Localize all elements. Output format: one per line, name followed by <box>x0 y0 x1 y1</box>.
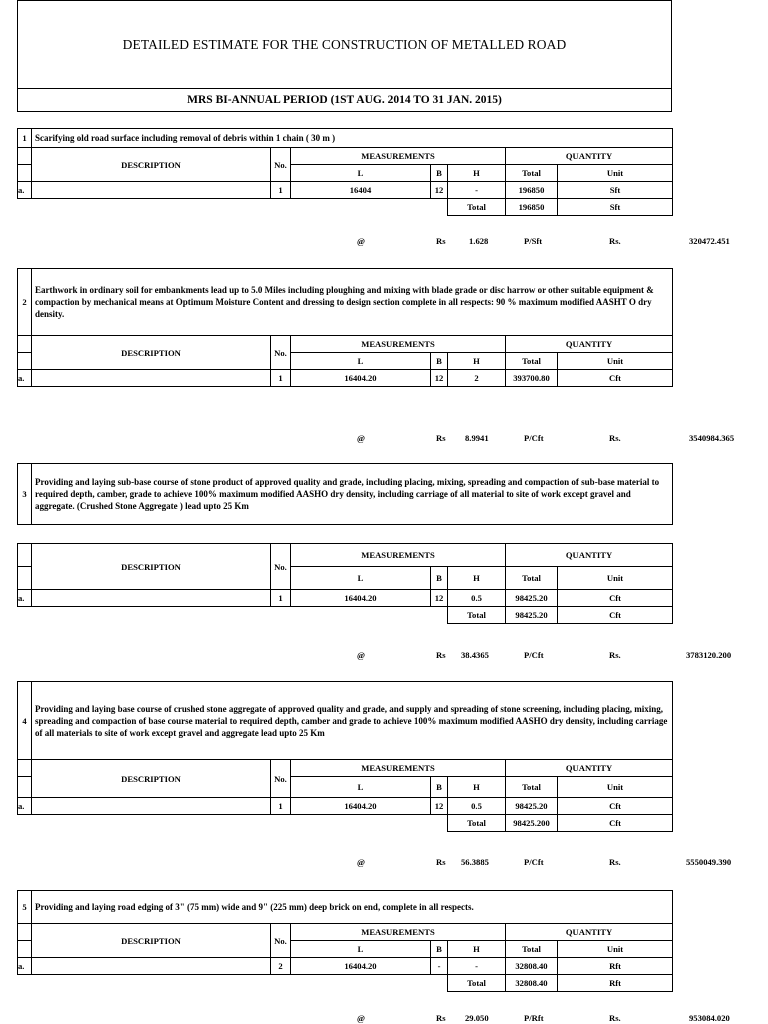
measurements-header: MEASUREMENTS <box>291 760 506 777</box>
b-header: B <box>431 777 448 798</box>
unit-header: Unit <box>558 567 673 590</box>
estimate-title: DETAILED ESTIMATE FOR THE CONSTRUCTION OF METALLED ROAD <box>17 0 672 89</box>
total-label: Total <box>448 975 506 992</box>
unit-header: Unit <box>558 165 673 182</box>
item-number: 1 <box>18 129 32 148</box>
total-unit: Cft <box>558 815 673 832</box>
row-label: a. <box>18 798 32 815</box>
total-label: Total <box>448 815 506 832</box>
quantity-header: QUANTITY <box>506 544 673 567</box>
description-header: DESCRIPTION <box>32 924 271 958</box>
row-h: 0.5 <box>448 798 506 815</box>
total-header: Total <box>506 353 558 370</box>
row-total: 98425.20 <box>506 590 558 607</box>
rate-value: 56.3885 <box>461 857 489 867</box>
quantity-header: QUANTITY <box>506 924 673 941</box>
rate-rs: Rs <box>436 650 446 660</box>
no-header: No. <box>271 544 291 590</box>
row-no: 1 <box>271 182 291 199</box>
item-number: 4 <box>18 682 32 760</box>
rate-rs: Rs <box>436 1013 446 1023</box>
item-1-table <box>17 128 673 216</box>
row-h: - <box>448 958 506 975</box>
no-header: No. <box>271 924 291 958</box>
row-l: 16404.20 <box>291 370 431 387</box>
row-h: 0.5 <box>448 590 506 607</box>
unit-header: Unit <box>558 941 673 958</box>
description-header: DESCRIPTION <box>32 544 271 590</box>
rate-rs2: Rs. <box>609 1013 621 1023</box>
row-unit: Cft <box>558 798 673 815</box>
rate-rs: Rs <box>436 236 446 246</box>
total-label: Total <box>448 607 506 624</box>
rate-at: @ <box>357 236 365 246</box>
l-header: L <box>291 165 431 182</box>
total-header: Total <box>506 567 558 590</box>
b-header: B <box>431 353 448 370</box>
description-header: DESCRIPTION <box>32 760 271 798</box>
row-label: a. <box>18 590 32 607</box>
unit-header: Unit <box>558 777 673 798</box>
total-unit: Sft <box>558 199 673 216</box>
item-4-table <box>17 681 673 832</box>
measurements-header: MEASUREMENTS <box>291 148 506 165</box>
rate-amount: 5550049.390 <box>686 857 732 867</box>
quantity-header: QUANTITY <box>506 148 673 165</box>
total-value: 196850 <box>506 199 558 216</box>
row-total: 393700.80 <box>506 370 558 387</box>
item-number: 5 <box>18 891 32 924</box>
row-label: a. <box>18 370 32 387</box>
rate-per: P/Rft <box>524 1013 544 1023</box>
rate-at: @ <box>357 650 365 660</box>
l-header: L <box>291 353 431 370</box>
rate-rs: Rs <box>436 433 446 443</box>
row-no: 2 <box>271 958 291 975</box>
rate-value: 29.050 <box>465 1013 489 1023</box>
quantity-header: QUANTITY <box>506 336 673 353</box>
row-no: 1 <box>271 590 291 607</box>
h-header: H <box>448 567 506 590</box>
item-description: Providing and laying road edging of 3" (75 mm) wide and 9" (225 mm) deep brick on end, complete in all respects. <box>32 891 673 924</box>
item-3-header-table <box>17 463 673 525</box>
total-label: Total <box>448 199 506 216</box>
rate-amount: 320472.451 <box>689 236 730 246</box>
total-value: 98425.200 <box>506 815 558 832</box>
total-header: Total <box>506 165 558 182</box>
rate-rs2: Rs. <box>609 650 621 660</box>
rate-at: @ <box>357 857 365 867</box>
row-unit: Sft <box>558 182 673 199</box>
row-l: 16404.20 <box>291 958 431 975</box>
rate-rs2: Rs. <box>609 857 621 867</box>
rate-at: @ <box>357 1013 365 1023</box>
rate-per: P/Cft <box>524 650 544 660</box>
row-b: - <box>431 958 448 975</box>
row-no: 1 <box>271 798 291 815</box>
rate-value: 8.9941 <box>465 433 489 443</box>
description-header: DESCRIPTION <box>32 336 271 370</box>
row-total: 196850 <box>506 182 558 199</box>
row-b: 12 <box>431 370 448 387</box>
total-unit: Cft <box>558 607 673 624</box>
rate-per: P/Cft <box>524 857 544 867</box>
h-header: H <box>448 941 506 958</box>
description-header: DESCRIPTION <box>32 148 271 182</box>
rate-amount: 3783120.200 <box>686 650 732 660</box>
rate-rs2: Rs. <box>609 433 621 443</box>
total-value: 32808.40 <box>506 975 558 992</box>
unit-header: Unit <box>558 353 673 370</box>
row-total: 98425.20 <box>506 798 558 815</box>
no-header: No. <box>271 148 291 182</box>
rate-amount: 3540984.365 <box>689 433 735 443</box>
row-total: 32808.40 <box>506 958 558 975</box>
total-unit: Rft <box>558 975 673 992</box>
l-header: L <box>291 941 431 958</box>
item-number: 2 <box>18 269 32 336</box>
item-5-table <box>17 890 673 992</box>
row-unit: Rft <box>558 958 673 975</box>
quantity-header: QUANTITY <box>506 760 673 777</box>
rate-per: P/Sft <box>524 236 543 246</box>
measurements-header: MEASUREMENTS <box>291 336 506 353</box>
row-l: 16404 <box>291 182 431 199</box>
row-label: a. <box>18 958 32 975</box>
item-3-table <box>17 543 673 624</box>
period-title: MRS BI-ANNUAL PERIOD (1ST AUG. 2014 TO 31 JAN. 2015) <box>17 89 672 112</box>
row-no: 1 <box>271 370 291 387</box>
row-unit: Cft <box>558 590 673 607</box>
rate-value: 38.4365 <box>461 650 489 660</box>
rate-per: P/Cft <box>524 433 544 443</box>
item-description: Providing and laying base course of crushed stone aggregate of approved quality and grade, and supply and spreading of stone screening, including placing, mixing, spreading and compaction of base course material to required depth, camber and grade to achieve 100% maximum modified AASHO dry density, including carriage of all materials to site of work except gravel and aggregate lead upto 25 Km <box>32 682 673 760</box>
row-label: a. <box>18 182 32 199</box>
rate-amount: 953084.020 <box>689 1013 730 1023</box>
no-header: No. <box>271 760 291 798</box>
row-h: 2 <box>448 370 506 387</box>
h-header: H <box>448 353 506 370</box>
rate-value: 1.628 <box>469 236 489 246</box>
measurements-header: MEASUREMENTS <box>291 924 506 941</box>
total-header: Total <box>506 941 558 958</box>
b-header: B <box>431 941 448 958</box>
l-header: L <box>291 777 431 798</box>
row-b: 12 <box>431 798 448 815</box>
row-b: 12 <box>431 590 448 607</box>
no-header: No. <box>271 336 291 370</box>
rate-rs2: Rs. <box>609 236 621 246</box>
item-number: 3 <box>18 464 32 525</box>
total-value: 98425.20 <box>506 607 558 624</box>
row-l: 16404.20 <box>291 590 431 607</box>
h-header: H <box>448 777 506 798</box>
row-l: 16404.20 <box>291 798 431 815</box>
item-description: Providing and laying sub-base course of stone product of approved quality and grade, including placing, mixing, spreading and compaction of sub-base material to required depth, camber, grade to achieve 100% maximum modified AASHO dry density, including carriage of all material to site of work except gravel and aggregate. (Crushed Stone Aggregate ) lead upto 25 Km <box>32 464 673 525</box>
b-header: B <box>431 567 448 590</box>
h-header: H <box>448 165 506 182</box>
item-description: Earthwork in ordinary soil for embankments lead up to 5.0 Miles including ploughing and mixing with blade grade or disc harrow or other suitable equipment & compaction by mechanical means at Optimum Moisture Content and dressing to design section complete in all respects: 90 % maximum modified AASHT O dry density. <box>32 269 673 336</box>
row-b: 12 <box>431 182 448 199</box>
item-2-table <box>17 268 673 387</box>
b-header: B <box>431 165 448 182</box>
row-unit: Cft <box>558 370 673 387</box>
measurements-header: MEASUREMENTS <box>291 544 506 567</box>
total-header: Total <box>506 777 558 798</box>
l-header: L <box>291 567 431 590</box>
rate-at: @ <box>357 433 365 443</box>
row-h: - <box>448 182 506 199</box>
rate-rs: Rs <box>436 857 446 867</box>
item-description: Scarifying old road surface including removal of debris within 1 chain ( 30 m ) <box>32 129 673 148</box>
